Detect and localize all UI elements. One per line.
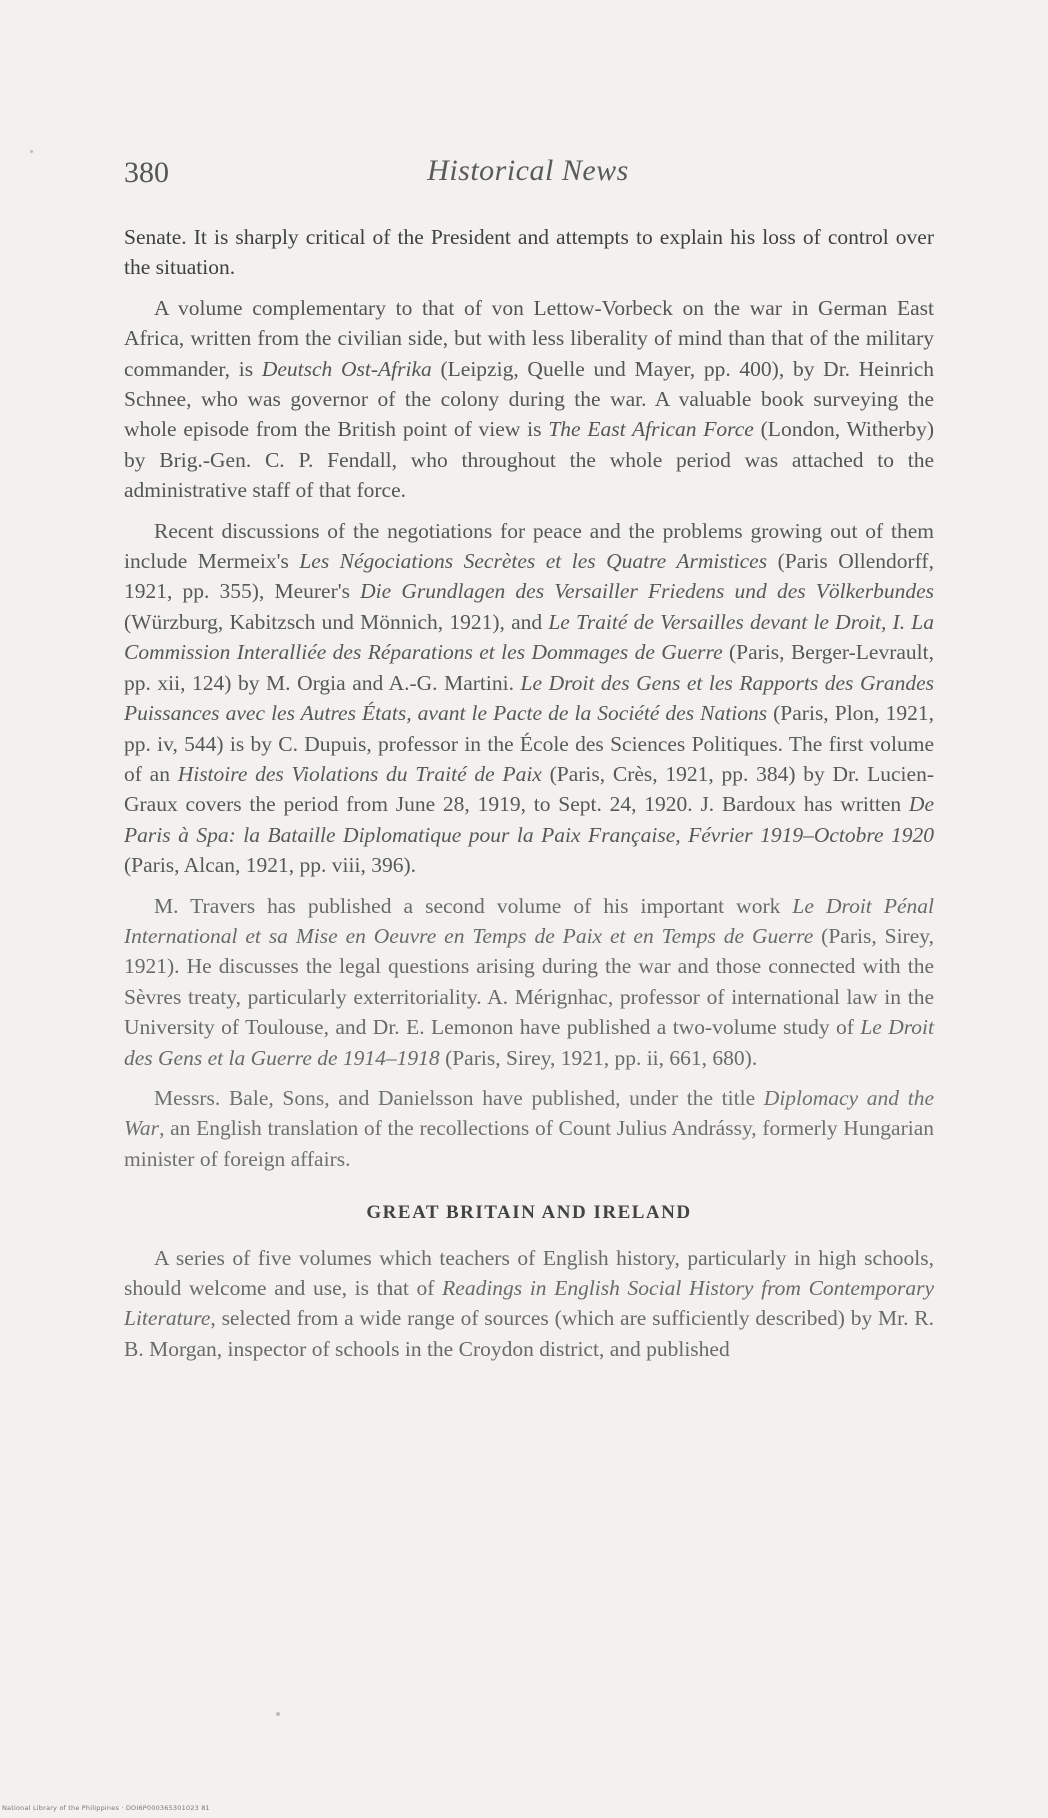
text-run: (Paris, Plon, 1921, pp. iv, 544) is by C. Dupuis, professor in the École des Sciences Politiques. The first volume of an — [124, 701, 935, 786]
text-run: M. Travers has published a second volume of his important work — [154, 893, 793, 918]
book-title: De Paris à Spa: la Bataille Diplomatique pour la Paix Française, Février 1919–Octobre 1920 — [124, 792, 934, 847]
scan-speck — [276, 1712, 280, 1716]
book-title: Le Traité de Versailles devant le Droit, I. La Commission Interalliée des Réparations et les Dommages de Guerre — [124, 609, 934, 665]
text-run: (London, Witherby) by Brig.-Gen. C. P. Fendall, who throughout the whole period was attached to the administrative staff of that force. — [124, 417, 934, 503]
text-run: Recent discussions of the negotiations for peace and the problems growing out of them include Mermeix's — [124, 518, 934, 574]
paragraph-diplomacy — [124, 1083, 934, 1174]
text-run: A series of five volumes which teachers of English history, particularly in high schools, should welcome and use, is that of — [124, 1245, 934, 1300]
paragraph-peace-negotiations — [124, 516, 934, 881]
text-run: A volume complementary to that of von Lettow-Vorbeck on the war in German East Africa, written from the civilian side, but with less liberality of mind than that of the military commander, is — [124, 295, 934, 381]
book-title: Die Grundlagen des Versailler Friedens und des Völkerbundes — [360, 579, 934, 604]
paragraph-international-law — [124, 891, 934, 1073]
text-run: (Paris, Crès, 1921, pp. 384) by Dr. Lucien-Graux covers the period from June 28, 1919, to Sept. 24, 1920. J. Bardoux has written — [124, 761, 934, 817]
book-title: Le Droit Pénal International et sa Mise en Oeuvre en Temps de Paix et en Temps de Guerre — [124, 893, 934, 948]
book-title: The East African Force — [548, 417, 754, 442]
text-run: , an English translation of the recollections of Count Julius Andrássy, formerly Hungarian minister of foreign affairs. — [124, 1116, 934, 1171]
text-run: (Paris, Berger-Levrault, pp. xii, 124) by M. Orgia and A.-G. Martini. — [124, 640, 934, 695]
paragraph-english-history — [124, 1243, 934, 1365]
book-title: Histoire des Violations du Traité de Paix — [177, 761, 542, 786]
page-header — [124, 152, 932, 192]
book-title: Diplomacy and the War — [124, 1085, 934, 1141]
text-run: , selected from a wide range of sources (which are sufficiently described) by Mr. R. B. Morgan, inspector of schools in the Croydon district, and published — [124, 1306, 934, 1361]
text-run: (Paris, Sirey, 1921). He discusses the legal questions arising during the war and those connected with the Sèvres treaty, particularly exterritoriality. A. Mérignhac, professor of international law in the University of Toulouse, and Dr. E. Lemonon have published a two-volume study of — [124, 923, 934, 1040]
page-number: 380 — [124, 156, 169, 189]
book-title: Le Droit des Gens et la Guerre de 1914–1918 — [124, 1015, 935, 1070]
text-run: (Paris, Alcan, 1921, pp. viii, 396). — [124, 853, 417, 878]
running-head: Historical News — [427, 154, 629, 187]
book-title: Le Droit des Gens et les Rapports des Grandes Puissances avec les Autres États, avant le Pacte de la Société des Nations — [124, 670, 934, 726]
text-run: (Leipzig, Quelle und Mayer, pp. 400), by Dr. Heinrich Schnee, who was governor of the colony during the war. A valuable book surveying the whole episode from the British point of view is — [124, 356, 935, 442]
book-title: Readings in English Social History from Contemporary Literature — [124, 1276, 935, 1331]
text-run: (Paris, Sirey, 1921, pp. ii, 661, 680). — [439, 1045, 758, 1070]
section-heading: GREAT BRITAIN AND IRELAND — [366, 1202, 692, 1224]
text-run: Messrs. Bale, Sons, and Danielsson have published, under the title — [154, 1085, 764, 1110]
paragraph-continuation: Senate. It is sharply critical of the President and attempts to explain his loss of control over the situation. — [124, 225, 934, 280]
scan-footer-label: National Library of the Philippines · DOI6P000365301023 81 — [2, 1804, 210, 1812]
scan-speck — [30, 150, 33, 153]
text-run: (Würzburg, Kabitzsch und Mönnich, 1921), and — [124, 609, 549, 634]
body-text — [124, 222, 934, 1374]
book-title: Deutsch Ost-Afrika — [261, 356, 432, 381]
book-title: Les Négociations Secrètes et les Quatre Armistices — [299, 549, 768, 574]
paragraph-east-africa — [124, 293, 934, 506]
text-run: (Paris Ollendorff, 1921, pp. 355), Meurer's — [124, 549, 934, 604]
